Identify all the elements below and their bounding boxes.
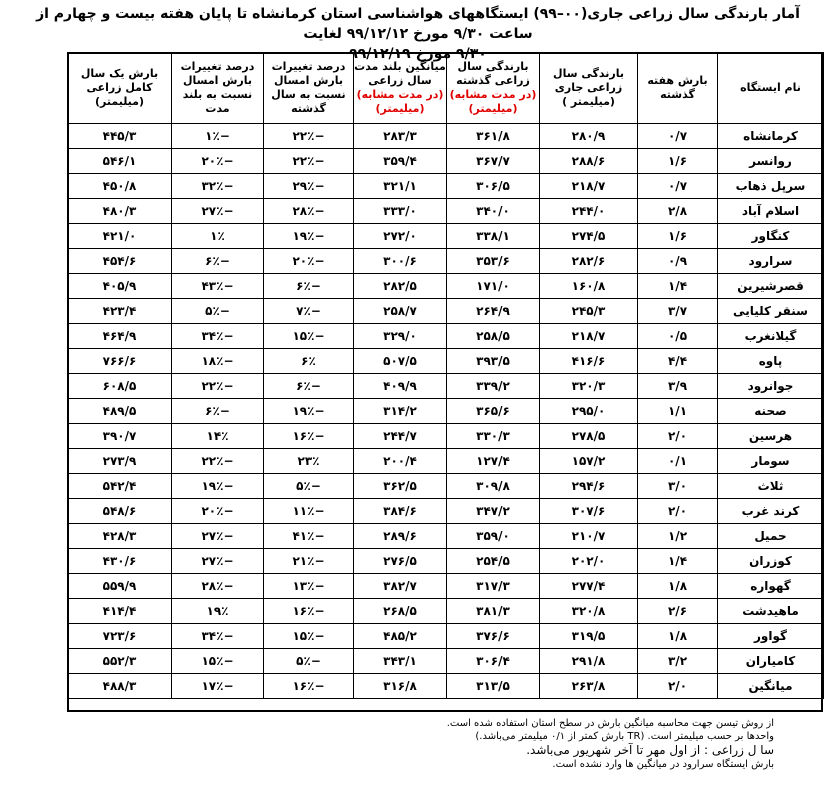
value-cell: −۱۹٪ bbox=[264, 399, 354, 424]
value-cell: ۰/۹ bbox=[638, 249, 718, 274]
value-cell: −۵٪ bbox=[172, 299, 264, 324]
value-cell: −۲۷٪ bbox=[172, 199, 264, 224]
value-cell: ۴۰۹/۹ bbox=[354, 374, 447, 399]
value-cell: ۵۵۲/۳ bbox=[68, 649, 172, 674]
value-cell: ۲۱۸/۷ bbox=[540, 324, 638, 349]
value-cell: ۳۳۳/۰ bbox=[354, 199, 447, 224]
value-cell: −۶٪ bbox=[264, 374, 354, 399]
value-cell: ۲۷۴/۵ bbox=[540, 224, 638, 249]
table-row bbox=[68, 574, 824, 599]
value-cell: ۲۸۸/۶ bbox=[540, 149, 638, 174]
column-header-5 bbox=[264, 53, 354, 124]
value-cell: −۴۱٪ bbox=[264, 524, 354, 549]
value-cell: −۱٪ bbox=[172, 124, 264, 149]
value-cell: −۱۵٪ bbox=[172, 649, 264, 674]
table-row bbox=[68, 299, 824, 324]
value-cell: −۲۰٪ bbox=[172, 499, 264, 524]
value-cell: −۲۰٪ bbox=[172, 149, 264, 174]
table-row bbox=[68, 149, 824, 174]
value-cell: ۲/۸ bbox=[638, 199, 718, 224]
value-cell: ۴/۴ bbox=[638, 349, 718, 374]
value-cell: ۱/۶ bbox=[638, 224, 718, 249]
value-cell: ۱۷۱/۰ bbox=[447, 274, 540, 299]
value-cell: ۴۸۹/۵ bbox=[68, 399, 172, 424]
value-cell: ۵۰۷/۵ bbox=[354, 349, 447, 374]
value-cell: −۱۶٪ bbox=[264, 599, 354, 624]
column-header-label: بارندگی سال زراعی گذشته bbox=[456, 60, 530, 87]
value-cell: ۲۵۸/۵ bbox=[447, 324, 540, 349]
value-cell: ۴۶۴/۹ bbox=[68, 324, 172, 349]
value-cell: ۲۸۰/۹ bbox=[540, 124, 638, 149]
value-cell: ۳۵۹/۰ bbox=[447, 524, 540, 549]
station-name-cell: جوانرود bbox=[718, 374, 824, 399]
value-cell: ۲۵۸/۷ bbox=[354, 299, 447, 324]
value-cell: ۲۰۲/۰ bbox=[540, 549, 638, 574]
value-cell: ۴۸۰/۳ bbox=[68, 199, 172, 224]
value-cell: ۲/۶ bbox=[638, 599, 718, 624]
table-row bbox=[68, 174, 824, 199]
value-cell: ۳۱۶/۸ bbox=[354, 674, 447, 699]
value-cell: −۱۹٪ bbox=[172, 474, 264, 499]
table-body bbox=[68, 124, 824, 699]
station-name-cell: کوزران bbox=[718, 549, 824, 574]
value-cell: ۳۲۹/۰ bbox=[354, 324, 447, 349]
value-cell: ۲۸۲/۶ bbox=[540, 249, 638, 274]
value-cell: ۲۵۴/۵ bbox=[447, 549, 540, 574]
value-cell: −۷٪ bbox=[264, 299, 354, 324]
station-name-cell: سرارود bbox=[718, 249, 824, 274]
footnote-4: بارش ایستگاه سرارود در میانگین ها وارد نشده است. bbox=[552, 759, 774, 770]
column-header-2 bbox=[540, 53, 638, 124]
value-cell: ۳۲۱/۱ bbox=[354, 174, 447, 199]
value-cell: −۲۸٪ bbox=[264, 199, 354, 224]
column-header-7 bbox=[68, 53, 172, 124]
value-cell: −۲۲٪ bbox=[264, 124, 354, 149]
value-cell: −۴۳٪ bbox=[172, 274, 264, 299]
value-cell: ۳۰۶/۴ bbox=[447, 649, 540, 674]
value-cell: ۴۵۴/۶ bbox=[68, 249, 172, 274]
value-cell: ۱۵۷/۲ bbox=[540, 449, 638, 474]
value-cell: −۲۸٪ bbox=[172, 574, 264, 599]
value-cell: −۲۱٪ bbox=[264, 549, 354, 574]
value-cell: ۳۱۷/۳ bbox=[447, 574, 540, 599]
station-name-cell: کرند غرب bbox=[718, 499, 824, 524]
value-cell: ۳۴۳/۱ bbox=[354, 649, 447, 674]
station-name-cell: سرپل ذهاب bbox=[718, 174, 824, 199]
value-cell: −۲۰٪ bbox=[264, 249, 354, 274]
column-header-6 bbox=[172, 53, 264, 124]
value-cell: ۳۴۷/۲ bbox=[447, 499, 540, 524]
title-line-2: ۹/۳۰ مورخ ۹۹/۱۲/۱۹ bbox=[349, 46, 487, 62]
value-cell: ۱۲۷/۴ bbox=[447, 449, 540, 474]
value-cell: ۳۳۸/۱ bbox=[447, 224, 540, 249]
value-cell: ۳۶۱/۸ bbox=[447, 124, 540, 149]
value-cell: ۲۴۴/۰ bbox=[540, 199, 638, 224]
table-row bbox=[68, 374, 824, 399]
value-cell: ۲۷۲/۰ bbox=[354, 224, 447, 249]
value-cell: ۵۴۸/۶ bbox=[68, 499, 172, 524]
value-cell: ۲۶۴/۹ bbox=[447, 299, 540, 324]
value-cell: ۲۹۵/۰ bbox=[540, 399, 638, 424]
value-cell: ۲۸۹/۶ bbox=[354, 524, 447, 549]
value-cell: ۴۳۰/۶ bbox=[68, 549, 172, 574]
value-cell: ۱/۸ bbox=[638, 624, 718, 649]
table-row bbox=[68, 474, 824, 499]
column-header-1 bbox=[638, 53, 718, 124]
station-name-cell: کرمانشاه bbox=[718, 124, 824, 149]
value-cell: −۱۹٪ bbox=[264, 224, 354, 249]
table-row bbox=[68, 199, 824, 224]
value-cell: ۱/۱ bbox=[638, 399, 718, 424]
value-cell: ۵۴۶/۱ bbox=[68, 149, 172, 174]
value-cell: −۱۶٪ bbox=[264, 674, 354, 699]
value-cell: ۳۶۵/۶ bbox=[447, 399, 540, 424]
value-cell: ۳/۰ bbox=[638, 474, 718, 499]
column-header-label: درصد تغییرات بارش امسال نسبت به سال گذشته bbox=[271, 60, 346, 115]
value-cell: ۲۶۸/۵ bbox=[354, 599, 447, 624]
value-cell: ۳۹۰/۷ bbox=[68, 424, 172, 449]
value-cell: ۰/۵ bbox=[638, 324, 718, 349]
value-cell: ۴۵۰/۸ bbox=[68, 174, 172, 199]
value-cell: −۳۴٪ bbox=[172, 324, 264, 349]
station-name-cell: پاوه bbox=[718, 349, 824, 374]
value-cell: ۵۴۲/۴ bbox=[68, 474, 172, 499]
value-cell: ۳۷۶/۶ bbox=[447, 624, 540, 649]
rainfall-table bbox=[67, 52, 824, 699]
table-row bbox=[68, 624, 824, 649]
column-header-label: بارندگی سال زراعی جاری (میلیمتر ) bbox=[553, 67, 624, 108]
column-header-3 bbox=[447, 53, 540, 124]
table-row bbox=[68, 274, 824, 299]
value-cell: ۴۲۱/۰ bbox=[68, 224, 172, 249]
column-header-note: (در مدت مشابه) (میلیمتر) bbox=[356, 88, 444, 115]
value-cell: ۳۰۷/۶ bbox=[540, 499, 638, 524]
value-cell: ۳۵۹/۴ bbox=[354, 149, 447, 174]
value-cell: ۵۵۹/۹ bbox=[68, 574, 172, 599]
value-cell: ۱/۶ bbox=[638, 149, 718, 174]
value-cell: ۲۴۵/۳ bbox=[540, 299, 638, 324]
value-cell: ۳۶۲/۵ bbox=[354, 474, 447, 499]
value-cell: −۱۸٪ bbox=[172, 349, 264, 374]
value-cell: ۳۰۹/۸ bbox=[447, 474, 540, 499]
value-cell: ۶۰۸/۵ bbox=[68, 374, 172, 399]
table-row bbox=[68, 249, 824, 274]
station-name-cell: گیلانغرب bbox=[718, 324, 824, 349]
table-row bbox=[68, 424, 824, 449]
station-name-cell: صحنه bbox=[718, 399, 824, 424]
column-header-note: (در مدت مشابه) (میلیمتر) bbox=[449, 88, 537, 115]
station-name-cell: اسلام آباد bbox=[718, 199, 824, 224]
column-header-label: میانگین بلند مدت سال زراعی bbox=[354, 60, 446, 87]
footnote-2: واحدها بر حسب میلیمتر است. (TR بارش کمتر از ۰/۱ میلیمتر می‌باشد.) bbox=[475, 731, 774, 742]
station-name-cell: ماهیدشت bbox=[718, 599, 824, 624]
value-cell: −۳۲٪ bbox=[172, 174, 264, 199]
value-cell: ۱/۸ bbox=[638, 574, 718, 599]
value-cell: ۳۱۳/۵ bbox=[447, 674, 540, 699]
station-name-cell: سنقر کلیایی bbox=[718, 299, 824, 324]
value-cell: ۶٪ bbox=[264, 349, 354, 374]
value-cell: −۶٪ bbox=[172, 249, 264, 274]
column-header-label: درصد تغییرات بارش امسال نسبت به بلند مدت bbox=[180, 60, 255, 115]
value-cell: −۲۷٪ bbox=[172, 549, 264, 574]
value-cell: ۳۳۹/۲ bbox=[447, 374, 540, 399]
column-header-label: بارش یک سال کامل زراعی (میلیمتر) bbox=[80, 67, 159, 108]
value-cell: ۷۲۳/۶ bbox=[68, 624, 172, 649]
value-cell: ۴۱۶/۶ bbox=[540, 349, 638, 374]
column-header-4 bbox=[354, 53, 447, 124]
station-name-cell: هرسین bbox=[718, 424, 824, 449]
value-cell: ۴۸۵/۲ bbox=[354, 624, 447, 649]
value-cell: ۴۴۵/۳ bbox=[68, 124, 172, 149]
value-cell: ۴۸۸/۳ bbox=[68, 674, 172, 699]
table-row bbox=[68, 649, 824, 674]
value-cell: ۱۶۰/۸ bbox=[540, 274, 638, 299]
table-row bbox=[68, 599, 824, 624]
value-cell: ۳۳۰/۳ bbox=[447, 424, 540, 449]
column-header-label: نام ایستگاه bbox=[740, 81, 801, 94]
table-row bbox=[68, 499, 824, 524]
value-cell: ۱/۲ bbox=[638, 524, 718, 549]
value-cell: −۱۵٪ bbox=[264, 324, 354, 349]
value-cell: −۲۷٪ bbox=[172, 524, 264, 549]
value-cell: ۲۱۸/۷ bbox=[540, 174, 638, 199]
value-cell: ۳۸۱/۳ bbox=[447, 599, 540, 624]
value-cell: ۲۸۲/۵ bbox=[354, 274, 447, 299]
value-cell: ۲۱۰/۷ bbox=[540, 524, 638, 549]
station-name-cell: گواور bbox=[718, 624, 824, 649]
value-cell: ۲۴۴/۷ bbox=[354, 424, 447, 449]
value-cell: ۰/۷ bbox=[638, 124, 718, 149]
value-cell: ۲۳٪ bbox=[264, 449, 354, 474]
value-cell: ۳۴۰/۰ bbox=[447, 199, 540, 224]
table-row bbox=[68, 449, 824, 474]
station-name-cell: روانسر bbox=[718, 149, 824, 174]
value-cell: ۲/۰ bbox=[638, 424, 718, 449]
value-cell: ۰/۷ bbox=[638, 174, 718, 199]
value-cell: −۳۴٪ bbox=[172, 624, 264, 649]
value-cell: ۳۵۳/۶ bbox=[447, 249, 540, 274]
value-cell: ۳۱۹/۵ bbox=[540, 624, 638, 649]
value-cell: −۲۲٪ bbox=[172, 449, 264, 474]
value-cell: −۵٪ bbox=[264, 474, 354, 499]
column-header-0 bbox=[718, 53, 824, 124]
value-cell: ۱/۴ bbox=[638, 549, 718, 574]
station-name-cell: سومار bbox=[718, 449, 824, 474]
value-cell: −۲۹٪ bbox=[264, 174, 354, 199]
value-cell: −۱۱٪ bbox=[264, 499, 354, 524]
value-cell: ۲۸۳/۳ bbox=[354, 124, 447, 149]
value-cell: ۲۶۳/۸ bbox=[540, 674, 638, 699]
station-name-cell: حمیل bbox=[718, 524, 824, 549]
footnote-1: از روش تیسن جهت محاسبه میانگین بارش در سطح استان استفاده شده است. bbox=[446, 718, 774, 729]
value-cell: ۴۱۴/۴ bbox=[68, 599, 172, 624]
table-row bbox=[68, 349, 824, 374]
value-cell: −۱۶٪ bbox=[264, 424, 354, 449]
title-line-1: آمار بارندگی سال زراعی جاری(۰۰–۹۹) ایستگاههای هواشناسی استان کرمانشاه تا پایان هفته بیست و چهارم از ساعت ۹/۳۰ مورخ ۹۹/۱۲/۱۲ لغایت bbox=[36, 6, 800, 42]
value-cell: −۶٪ bbox=[172, 399, 264, 424]
table-row bbox=[68, 124, 824, 149]
value-cell: ۳۸۲/۷ bbox=[354, 574, 447, 599]
value-cell: ۲/۰ bbox=[638, 674, 718, 699]
value-cell: ۱۹٪ bbox=[172, 599, 264, 624]
table-row bbox=[68, 224, 824, 249]
value-cell: ۲۷۸/۵ bbox=[540, 424, 638, 449]
column-header-label: بارش هفته گذشته bbox=[647, 74, 708, 101]
value-cell: ۳/۲ bbox=[638, 649, 718, 674]
value-cell: ۳۸۴/۶ bbox=[354, 499, 447, 524]
table-row bbox=[68, 399, 824, 424]
value-cell: −۱۷٪ bbox=[172, 674, 264, 699]
value-cell: ۲۷۷/۴ bbox=[540, 574, 638, 599]
value-cell: −۲۲٪ bbox=[264, 149, 354, 174]
table-row bbox=[68, 524, 824, 549]
station-name-cell: کنگاور bbox=[718, 224, 824, 249]
value-cell: ۳۱۴/۲ bbox=[354, 399, 447, 424]
station-name-cell: قصرشیرین bbox=[718, 274, 824, 299]
footnotes bbox=[214, 717, 774, 771]
table-row bbox=[68, 674, 824, 699]
value-cell: ۴۲۸/۳ bbox=[68, 524, 172, 549]
station-name-cell: کامیاران bbox=[718, 649, 824, 674]
table-row bbox=[68, 324, 824, 349]
station-name-cell: میانگین bbox=[718, 674, 824, 699]
value-cell: ۱۴٪ bbox=[172, 424, 264, 449]
value-cell: ۳/۹ bbox=[638, 374, 718, 399]
value-cell: ۲۰۰/۴ bbox=[354, 449, 447, 474]
value-cell: ۳۹۳/۵ bbox=[447, 349, 540, 374]
value-cell: ۳۲۰/۸ bbox=[540, 599, 638, 624]
value-cell: ۳/۷ bbox=[638, 299, 718, 324]
station-name-cell: گهواره bbox=[718, 574, 824, 599]
value-cell: −۶٪ bbox=[264, 274, 354, 299]
station-name-cell: ثلاث bbox=[718, 474, 824, 499]
value-cell: ۳۰۰/۶ bbox=[354, 249, 447, 274]
value-cell: ۲۹۴/۶ bbox=[540, 474, 638, 499]
value-cell: ۴۲۳/۴ bbox=[68, 299, 172, 324]
value-cell: ۴۰۵/۹ bbox=[68, 274, 172, 299]
value-cell: ۲۹۱/۸ bbox=[540, 649, 638, 674]
table-header-row bbox=[68, 53, 824, 124]
footnote-3: سا ل زراعی : از اول مهر تا آخر شهریور می‌باشد. bbox=[526, 743, 774, 757]
value-cell: ۲۷۶/۵ bbox=[354, 549, 447, 574]
value-cell: −۱۵٪ bbox=[264, 624, 354, 649]
value-cell: −۱۳٪ bbox=[264, 574, 354, 599]
value-cell: ۱/۴ bbox=[638, 274, 718, 299]
value-cell: ۲۷۳/۹ bbox=[68, 449, 172, 474]
value-cell: ۷۶۶/۶ bbox=[68, 349, 172, 374]
table-row bbox=[68, 549, 824, 574]
value-cell: −۲۲٪ bbox=[172, 374, 264, 399]
value-cell: ۳۰۶/۵ bbox=[447, 174, 540, 199]
value-cell: ۳۶۷/۷ bbox=[447, 149, 540, 174]
value-cell: ۲/۰ bbox=[638, 499, 718, 524]
value-cell: −۵٪ bbox=[264, 649, 354, 674]
value-cell: ۳۲۰/۳ bbox=[540, 374, 638, 399]
value-cell: ۰/۱ bbox=[638, 449, 718, 474]
value-cell: ۱٪ bbox=[172, 224, 264, 249]
